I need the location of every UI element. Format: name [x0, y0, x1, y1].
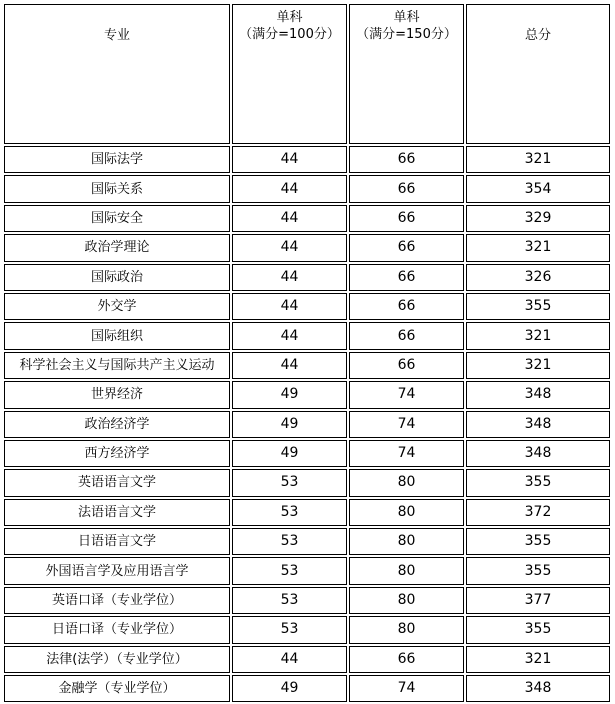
cell-subject-150: 66 — [349, 293, 464, 320]
cell-subject-150: 66 — [349, 322, 464, 349]
cell-total: 354 — [466, 175, 610, 202]
cell-major: 法律(法学）（专业学位） — [4, 646, 230, 673]
cell-total: 355 — [466, 616, 610, 643]
cell-subject-150: 74 — [349, 381, 464, 408]
header-subject-150-line2: （满分=150分） — [356, 27, 457, 42]
header-major-label: 专业 — [103, 28, 130, 43]
cell-subject-100: 44 — [232, 146, 347, 173]
table-row — [4, 675, 610, 702]
cell-subject-150: 74 — [349, 411, 464, 438]
cell-subject-100: 53 — [232, 469, 347, 496]
cell-subject-100: 53 — [232, 499, 347, 526]
cell-major: 西方经济学 — [4, 440, 230, 467]
table-row — [4, 322, 610, 349]
cell-total: 348 — [466, 440, 610, 467]
cell-major: 科学社会主义与国际共产主义运动 — [4, 352, 230, 379]
cell-total: 355 — [466, 557, 610, 584]
cell-total: 355 — [466, 528, 610, 555]
cell-total: 321 — [466, 322, 610, 349]
cell-subject-100: 49 — [232, 381, 347, 408]
cell-subject-150: 80 — [349, 528, 464, 555]
cell-major: 国际法学 — [4, 146, 230, 173]
cell-subject-150: 66 — [349, 352, 464, 379]
table-row — [4, 528, 610, 555]
cell-subject-150: 66 — [349, 234, 464, 261]
table-row — [4, 440, 610, 467]
cell-subject-100: 53 — [232, 616, 347, 643]
cell-major: 法语语言文学 — [4, 499, 230, 526]
table-row — [4, 146, 610, 173]
cell-major: 政治经济学 — [4, 411, 230, 438]
cell-major: 国际组织 — [4, 322, 230, 349]
cell-major: 日语语言文学 — [4, 528, 230, 555]
table-row — [4, 352, 610, 379]
cell-total: 326 — [466, 264, 610, 291]
header-major — [4, 4, 230, 144]
cell-subject-150: 74 — [349, 675, 464, 702]
header-row — [4, 4, 610, 144]
header-subject-100 — [232, 4, 347, 144]
table-row — [4, 616, 610, 643]
cell-subject-100: 53 — [232, 528, 347, 555]
header-subject-150 — [349, 4, 464, 144]
table-row — [4, 557, 610, 584]
cell-major: 国际安全 — [4, 205, 230, 232]
cell-subject-150: 74 — [349, 440, 464, 467]
table-row — [4, 175, 610, 202]
header-subject-150-line1: 单科 — [393, 10, 420, 25]
table-row — [4, 264, 610, 291]
cell-subject-150: 80 — [349, 499, 464, 526]
cell-subject-100: 44 — [232, 264, 347, 291]
cell-major: 英语语言文学 — [4, 469, 230, 496]
cell-total: 321 — [466, 146, 610, 173]
cell-subject-150: 80 — [349, 616, 464, 643]
cell-subject-100: 44 — [232, 293, 347, 320]
cell-total: 329 — [466, 205, 610, 232]
cell-subject-100: 49 — [232, 411, 347, 438]
cell-subject-150: 66 — [349, 146, 464, 173]
table-row — [4, 205, 610, 232]
table-row — [4, 381, 610, 408]
cell-major: 外国语言学及应用语言学 — [4, 557, 230, 584]
score-table — [2, 2, 612, 704]
table-row — [4, 587, 610, 614]
cell-subject-150: 80 — [349, 469, 464, 496]
header-subject-100-line1: 单科 — [276, 10, 303, 25]
cell-subject-150: 80 — [349, 557, 464, 584]
cell-subject-100: 44 — [232, 646, 347, 673]
cell-total: 377 — [466, 587, 610, 614]
cell-major: 金融学（专业学位） — [4, 675, 230, 702]
cell-subject-100: 49 — [232, 440, 347, 467]
cell-major: 政治学理论 — [4, 234, 230, 261]
table-row — [4, 411, 610, 438]
cell-total: 348 — [466, 411, 610, 438]
cell-subject-100: 53 — [232, 587, 347, 614]
cell-major: 日语口译（专业学位） — [4, 616, 230, 643]
header-subject-100-line2: （满分=100分） — [239, 27, 340, 42]
cell-subject-150: 66 — [349, 175, 464, 202]
cell-subject-100: 44 — [232, 234, 347, 261]
cell-total: 321 — [466, 646, 610, 673]
cell-total: 321 — [466, 234, 610, 261]
header-total-label: 总分 — [524, 28, 551, 43]
cell-major: 英语口译（专业学位） — [4, 587, 230, 614]
cell-total: 355 — [466, 293, 610, 320]
table-row — [4, 234, 610, 261]
table-row — [4, 469, 610, 496]
cell-subject-150: 66 — [349, 205, 464, 232]
cell-subject-150: 66 — [349, 646, 464, 673]
table-body — [4, 4, 610, 702]
cell-subject-100: 44 — [232, 175, 347, 202]
cell-subject-100: 44 — [232, 352, 347, 379]
cell-subject-150: 66 — [349, 264, 464, 291]
cell-major: 世界经济 — [4, 381, 230, 408]
cell-total: 348 — [466, 675, 610, 702]
cell-subject-100: 44 — [232, 205, 347, 232]
cell-total: 372 — [466, 499, 610, 526]
cell-major: 国际关系 — [4, 175, 230, 202]
header-total — [466, 4, 610, 144]
cell-total: 355 — [466, 469, 610, 496]
cell-major: 外交学 — [4, 293, 230, 320]
cell-major: 国际政治 — [4, 264, 230, 291]
cell-total: 321 — [466, 352, 610, 379]
table-row — [4, 293, 610, 320]
cell-total: 348 — [466, 381, 610, 408]
table-row — [4, 499, 610, 526]
cell-subject-100: 49 — [232, 675, 347, 702]
cell-subject-100: 44 — [232, 322, 347, 349]
table-row — [4, 646, 610, 673]
cell-subject-100: 53 — [232, 557, 347, 584]
cell-subject-150: 80 — [349, 587, 464, 614]
